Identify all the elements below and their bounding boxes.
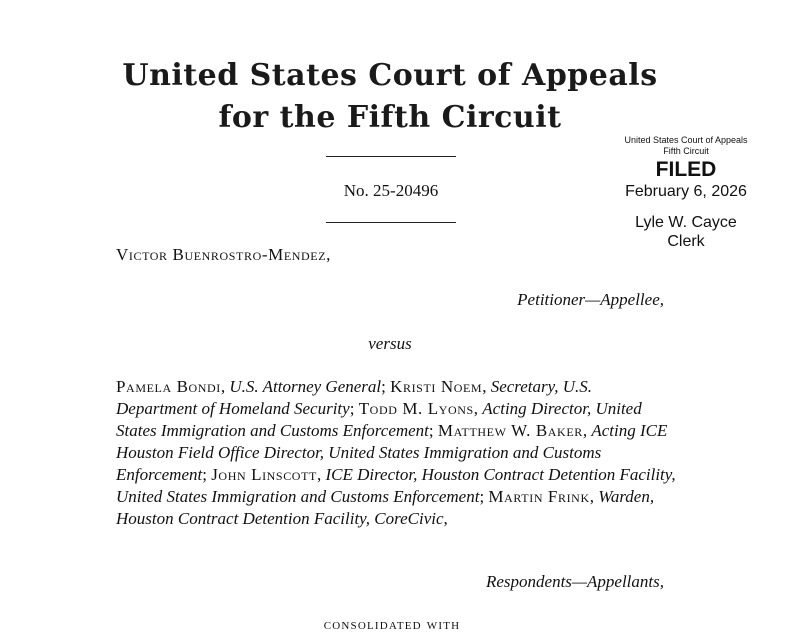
respondent-title: Acting Director, United States Immigration and Customs Enforcement — [116, 399, 642, 440]
stamp-court-line1: United States Court of Appeals — [624, 135, 748, 145]
respondent-title: Warden, Houston Contract Detention Facility, CoreCivic — [116, 487, 655, 528]
divider-bottom — [326, 222, 456, 223]
respondent-name: Kristi Noem — [390, 377, 483, 396]
respondent-title: Secretary, U.S. Department of Homeland Security — [116, 377, 593, 418]
respondent-name: Matthew W. Baker — [437, 421, 583, 440]
respondent-name: John Linscott — [211, 465, 317, 484]
stamp-clerk-name: Lyle W. Cayce — [635, 214, 737, 231]
respondents-role: Respondents—Appellants, — [485, 572, 664, 591]
respondent-title: ICE Director, Houston Contract Detention Facility, United States Immigration and Customs Enforcement — [116, 465, 676, 506]
stamp-date: February 6, 2026 — [625, 183, 747, 200]
court-title-line1: United States Court of Appeals — [122, 58, 658, 93]
stamp-status: FILED — [655, 158, 717, 181]
respondent-name: Pamela Bondi — [116, 377, 221, 396]
respondent-name: Martin Frink — [488, 487, 590, 506]
docket-number: No. 25-20496 — [343, 181, 439, 200]
respondent-title: U.S. Attorney General — [229, 377, 382, 396]
petitioner-name: Victor Buenrostro-Mendez, — [116, 245, 332, 264]
stamp-clerk-title: Clerk — [667, 233, 705, 250]
respondent-title: Acting ICE Houston Field Office Director, United States Immigration and Customs Enforcement — [116, 421, 668, 484]
respondents-list: Pamela Bondi, U.S. Attorney General; Kristi Noem, Secretary, U.S. Department of Homeland Security; Todd M. Lyons, Acting Director, United States Immigration and Customs Enforcement; Matthew W. Baker, Acting ICE Houston Field Office Director, United States Immigration and Customs Enforcement; John Linscott, ICE Director, Houston Contract Detention Facility, United States Immigration and Customs Enforcement; Martin Frink, Warden, Houston Contract Detention Facility, CoreCivic, — [116, 377, 676, 528]
petitioner-role: Petitioner—Appellee, — [517, 290, 664, 309]
stamp-court-line2: Fifth Circuit — [663, 146, 709, 156]
divider-top — [326, 156, 456, 157]
respondent-name: Todd M. Lyons — [358, 399, 474, 418]
consolidated-with-label: consolidated with — [323, 617, 461, 633]
court-title-line2: for the Fifth Circuit — [218, 100, 562, 135]
versus-label: versus — [368, 334, 412, 353]
